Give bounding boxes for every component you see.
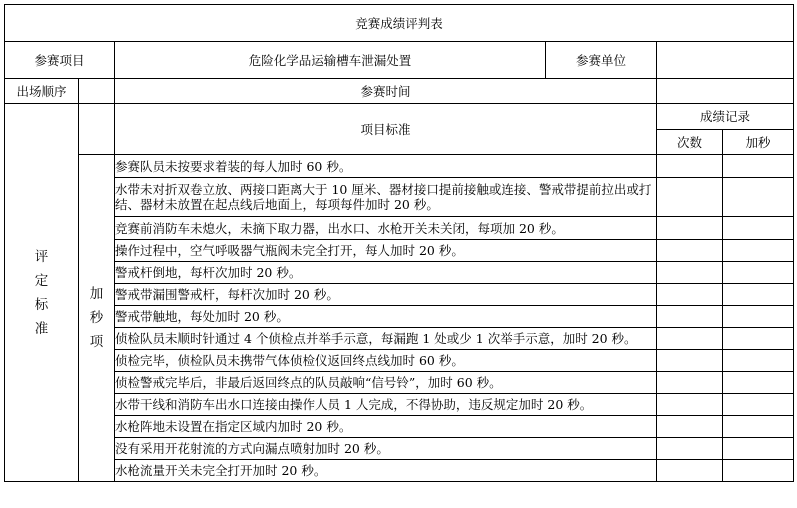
time-label: 参赛时间: [115, 79, 657, 104]
penalty-cell[interactable]: [723, 217, 794, 240]
count-cell[interactable]: [657, 306, 723, 328]
eval-char: 评: [34, 248, 49, 265]
penalty-cell[interactable]: [723, 328, 794, 350]
count-cell[interactable]: [657, 155, 723, 178]
time-value-cell[interactable]: [657, 79, 794, 104]
criterion-text: 操作过程中，空气呼吸器气瓶阀未完全打开，每人加时 20 秒。: [115, 240, 657, 262]
count-cell[interactable]: [657, 372, 723, 394]
penalty-cell[interactable]: [723, 262, 794, 284]
criterion-text: 水枪流量开关未完全打开加时 20 秒。: [115, 460, 657, 482]
unit-label: 参赛单位: [546, 42, 657, 79]
criterion-text: 参赛队员未按要求着装的每人加时 60 秒。: [115, 155, 657, 178]
item-value: 危险化学品运输槽车泄漏处置: [115, 42, 546, 79]
criterion-text: 没有采用开花射流的方式向漏点喷射加时 20 秒。: [115, 438, 657, 460]
criterion-text: 侦检警戒完毕后，非最后返回终点的队员敲响“信号铃”，加时 60 秒。: [115, 372, 657, 394]
count-cell[interactable]: [657, 284, 723, 306]
penalty-cell[interactable]: [723, 394, 794, 416]
criterion-text: 警戒带漏围警戒杆，每杆次加时 20 秒。: [115, 284, 657, 306]
count-cell[interactable]: [657, 350, 723, 372]
criterion-text: 竞赛前消防车未熄火，未摘下取力器，出水口、水枪开关未关闭，每项加 20 秒。: [115, 217, 657, 240]
count-cell[interactable]: [657, 416, 723, 438]
criterion-text: 水带未对折双卷立放、两接口距离大于 10 厘米、器材接口提前接触或连接、警戒带提前拉出或打结、器材未放置在起点线后地面上，每项每件加时 20 秒。: [115, 178, 657, 217]
eval-char: 准: [34, 320, 49, 337]
unit-value-cell[interactable]: [657, 42, 794, 79]
eval-standard-label: [5, 104, 79, 482]
penalty-cell[interactable]: [723, 350, 794, 372]
criterion-text: 警戒带触地，每处加时 20 秒。: [115, 306, 657, 328]
criterion-text: 侦检队员未顺时针通过 4 个侦检点并举手示意，每漏跑 1 处或少 1 次举手示意，加时 20 秒。: [115, 328, 657, 350]
penalty-cell[interactable]: [723, 438, 794, 460]
score-sheet: [4, 4, 793, 504]
penalty-cell[interactable]: [723, 284, 794, 306]
penalty-cell[interactable]: [723, 416, 794, 438]
criterion-text: 警戒杆倒地，每杆次加时 20 秒。: [115, 262, 657, 284]
add-char: 秒: [89, 310, 104, 326]
add-char: 加: [89, 286, 104, 302]
penalty-header: 加秒: [723, 130, 794, 155]
count-cell[interactable]: [657, 438, 723, 460]
add-seconds-label: [79, 155, 115, 482]
penalty-cell[interactable]: [723, 460, 794, 482]
count-cell[interactable]: [657, 394, 723, 416]
count-cell[interactable]: [657, 240, 723, 262]
penalty-cell[interactable]: [723, 372, 794, 394]
criterion-text: 水带干线和消防车出水口连接由操作人员 1 人完成，不得协助，违反规定加时 20 秒。: [115, 394, 657, 416]
record-header: 成绩记录: [657, 104, 794, 130]
order-label: 出场顺序: [5, 79, 79, 104]
criterion-text: 水枪阵地未设置在指定区域内加时 20 秒。: [115, 416, 657, 438]
count-cell[interactable]: [657, 262, 723, 284]
eval-char: 标: [34, 296, 49, 313]
count-header: 次数: [657, 130, 723, 155]
penalty-cell[interactable]: [723, 178, 794, 217]
penalty-cell[interactable]: [723, 306, 794, 328]
penalty-cell[interactable]: [723, 240, 794, 262]
item-label: 参赛项目: [5, 42, 115, 79]
table-title: 竞赛成绩评判表: [5, 5, 794, 42]
order-value-cell[interactable]: [79, 79, 115, 104]
criterion-text: 侦检完毕，侦检队员未携带气体侦检仪返回终点线加时 60 秒。: [115, 350, 657, 372]
count-cell[interactable]: [657, 460, 723, 482]
standard-header: 项目标准: [115, 104, 657, 155]
score-table: [4, 4, 794, 482]
count-cell[interactable]: [657, 178, 723, 217]
count-cell[interactable]: [657, 328, 723, 350]
blank-cell: [79, 104, 115, 155]
add-char: 项: [89, 334, 104, 350]
penalty-cell[interactable]: [723, 155, 794, 178]
count-cell[interactable]: [657, 217, 723, 240]
eval-char: 定: [34, 272, 49, 289]
